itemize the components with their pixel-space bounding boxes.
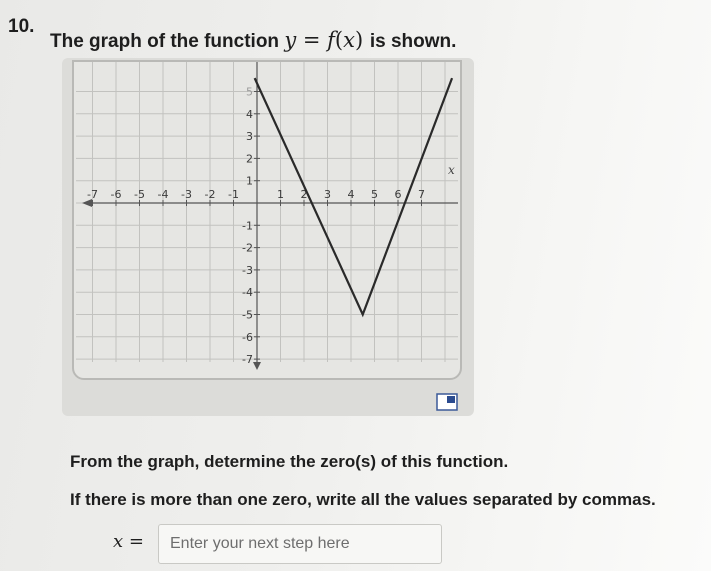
math-y: y <box>284 28 297 52</box>
math-open-paren: ( <box>334 28 344 52</box>
x-axis-label: x <box>448 163 455 177</box>
y-tick-label: 3 <box>246 130 253 144</box>
x-tick-label: 1 <box>277 188 284 201</box>
question-number: 10. <box>8 16 35 37</box>
y-tick-label: -3 <box>242 263 253 277</box>
y-tick-label: -7 <box>242 353 253 367</box>
math-equals: = <box>296 28 328 52</box>
graph-axes <box>82 62 458 370</box>
y-axis-arrow <box>253 362 261 370</box>
answer-input[interactable] <box>158 524 442 564</box>
x-tick-label: 6 <box>394 188 402 201</box>
math-x: x <box>343 28 355 52</box>
x-tick-label: 7 <box>418 188 425 201</box>
x-tick-label: 4 <box>347 188 355 201</box>
x-tick-label: -2 <box>204 188 216 201</box>
y-tick-label: 1 <box>246 174 253 188</box>
y-tick-label: -1 <box>242 219 253 233</box>
x-tick-label: -1 <box>228 188 239 201</box>
y-tick-label: 2 <box>246 152 253 166</box>
answer-label-eq: = <box>123 531 144 552</box>
x-tick-label: 5 <box>371 188 378 201</box>
x-tick-label: 2 <box>300 188 308 201</box>
x-tick-label: -4 <box>157 188 169 201</box>
instruction-line-2: If there is more than one zero, write all the values separated by commas. <box>70 490 656 509</box>
x-tick-label: 3 <box>324 188 331 201</box>
x-tick-label: -5 <box>134 188 145 201</box>
instruction-line-1: From the graph, determine the zero(s) of this function. <box>70 452 509 471</box>
answer-label <box>113 531 144 552</box>
prompt-text-before: The graph of the function <box>50 31 280 52</box>
x-tick-label: -3 <box>181 188 192 201</box>
math-close-paren: ) <box>354 28 364 52</box>
y-tick-label: -5 <box>242 308 253 322</box>
x-tick-label: -7 <box>87 188 98 201</box>
x-tick-label: -6 <box>110 188 122 201</box>
y-tick-label: -6 <box>242 330 253 344</box>
y-tick-label: -4 <box>242 286 253 300</box>
y-tick-label: 5 <box>246 85 253 99</box>
answer-label-var: x <box>113 531 124 552</box>
y-tick-label: 4 <box>246 107 253 121</box>
prompt-text-after: is shown. <box>369 31 457 52</box>
y-tick-label: -2 <box>242 241 253 255</box>
math-f: f <box>327 28 335 52</box>
expand-icon[interactable] <box>436 393 458 411</box>
